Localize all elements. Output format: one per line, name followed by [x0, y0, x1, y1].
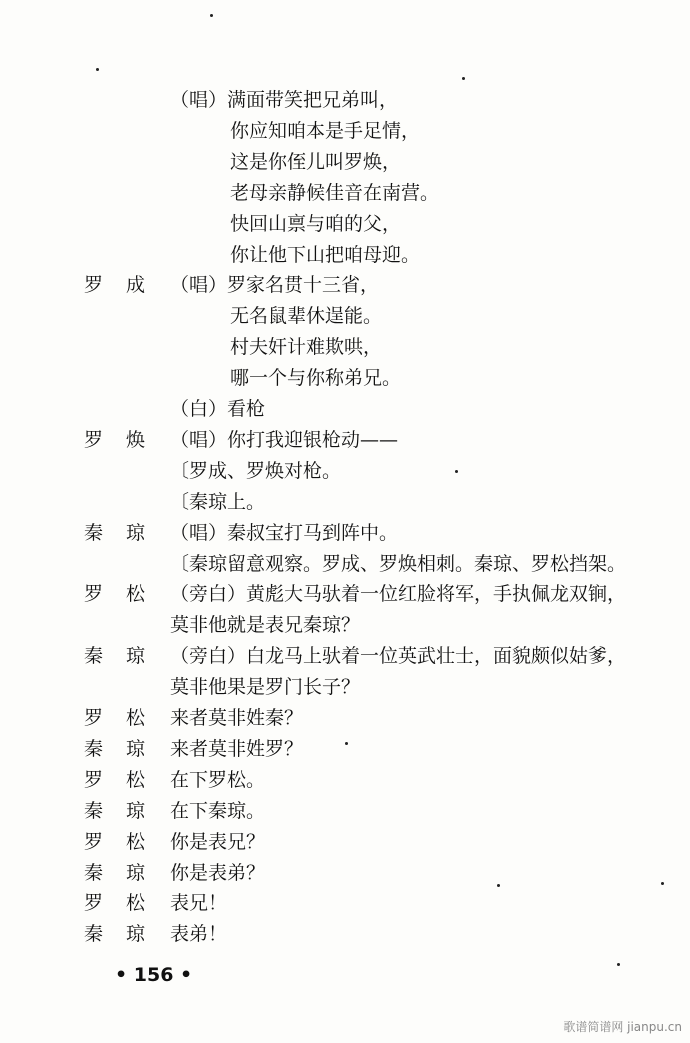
script-line — [0, 552, 690, 576]
speck — [497, 884, 500, 887]
script-line — [0, 644, 690, 668]
script-line — [0, 181, 690, 205]
speck — [455, 470, 458, 473]
script-line — [0, 273, 690, 297]
speaker-name: 罗 松 — [84, 769, 148, 791]
line-text: （白）看枪 — [170, 398, 266, 420]
speck — [345, 742, 348, 745]
script-line — [0, 521, 690, 545]
script-line — [0, 706, 690, 730]
speaker-name: 秦 琼 — [84, 862, 148, 884]
line-text: 无名鼠辈休逞能。 — [230, 305, 383, 327]
line-text: 〔罗成、罗焕对枪。 — [170, 460, 342, 482]
speaker-name: 罗 松 — [84, 892, 148, 914]
script-line — [0, 613, 690, 637]
speck — [661, 882, 664, 885]
script-line — [0, 490, 690, 514]
script-line — [0, 799, 690, 823]
speaker-name: 秦 琼 — [84, 645, 148, 667]
line-text: （旁白）白龙马上驮着一位英武壮士，面貌颇似姑爹， — [170, 645, 627, 667]
speaker-name: 秦 琼 — [84, 800, 148, 822]
script-line — [0, 675, 690, 699]
script-line — [0, 88, 690, 112]
script-line — [0, 737, 690, 761]
line-text: （唱）秦叔宝打马到阵中。 — [170, 522, 399, 544]
script-line — [0, 459, 690, 483]
line-text: （唱）满面带笑把兄弟叫， — [170, 89, 399, 111]
line-text: 你让他下山把咱母迎。 — [230, 244, 421, 266]
speaker-name: 秦 琼 — [84, 522, 148, 544]
line-text: 老母亲静候佳音在南营。 — [230, 182, 440, 204]
line-text: 表兄！ — [170, 892, 228, 914]
speaker-name: 罗 成 — [84, 274, 148, 296]
script-line — [0, 119, 690, 143]
line-text: 你是表弟？ — [170, 862, 266, 884]
line-text: 村夫奸计难欺哄， — [230, 336, 383, 358]
script-line — [0, 335, 690, 359]
line-text: （唱）罗家名贯十三省， — [170, 274, 380, 296]
line-text: （旁白）黄彪大马驮着一位红脸将军，手执佩龙双锏， — [170, 583, 627, 605]
speaker-name: 秦 琼 — [84, 923, 148, 945]
speaker-name: 秦 琼 — [84, 738, 148, 760]
line-text: 你应知咱本是手足情， — [230, 120, 421, 142]
line-text: 在下罗松。 — [170, 769, 266, 791]
script-line — [0, 428, 690, 452]
script-line — [0, 212, 690, 236]
speck — [462, 77, 465, 80]
line-text: 来者莫非姓秦？ — [170, 707, 304, 729]
script-line — [0, 830, 690, 854]
line-text: 快回山禀与咱的父， — [230, 213, 402, 235]
line-text: 〔秦琼留意观察。罗成、罗焕相刺。秦琼、罗松挡架。 — [170, 553, 627, 575]
script-line — [0, 243, 690, 267]
line-text: （唱）你打我迎银枪动—— — [170, 429, 399, 451]
line-text: 莫非他果是罗门长子？ — [170, 676, 361, 698]
speaker-name: 罗 松 — [84, 583, 148, 605]
speaker-name: 罗 焕 — [84, 429, 148, 451]
watermark: 歌谱简谱网 jianpu.cn — [563, 1020, 682, 1034]
line-text: 来者莫非姓罗？ — [170, 738, 304, 760]
speck — [96, 68, 99, 71]
line-text: 表弟！ — [170, 923, 228, 945]
line-text: 莫非他就是表兄秦琼？ — [170, 614, 361, 636]
line-text: 〔秦琼上。 — [170, 491, 266, 513]
script-line — [0, 582, 690, 606]
script-line — [0, 366, 690, 390]
script-line — [0, 397, 690, 421]
script-line — [0, 150, 690, 174]
script-line — [0, 768, 690, 792]
page-number: • 156 • — [115, 964, 193, 986]
line-text: 在下秦琼。 — [170, 800, 266, 822]
script-line — [0, 922, 690, 946]
speaker-name: 罗 松 — [84, 707, 148, 729]
line-text: 这是你侄儿叫罗焕， — [230, 151, 402, 173]
script-line — [0, 304, 690, 328]
line-text: 你是表兄？ — [170, 831, 266, 853]
script-line — [0, 891, 690, 915]
script-line — [0, 861, 690, 885]
line-text: 哪一个与你称弟兄。 — [230, 367, 402, 389]
speaker-name: 罗 松 — [84, 831, 148, 853]
speck — [210, 14, 213, 17]
speck — [617, 963, 620, 966]
